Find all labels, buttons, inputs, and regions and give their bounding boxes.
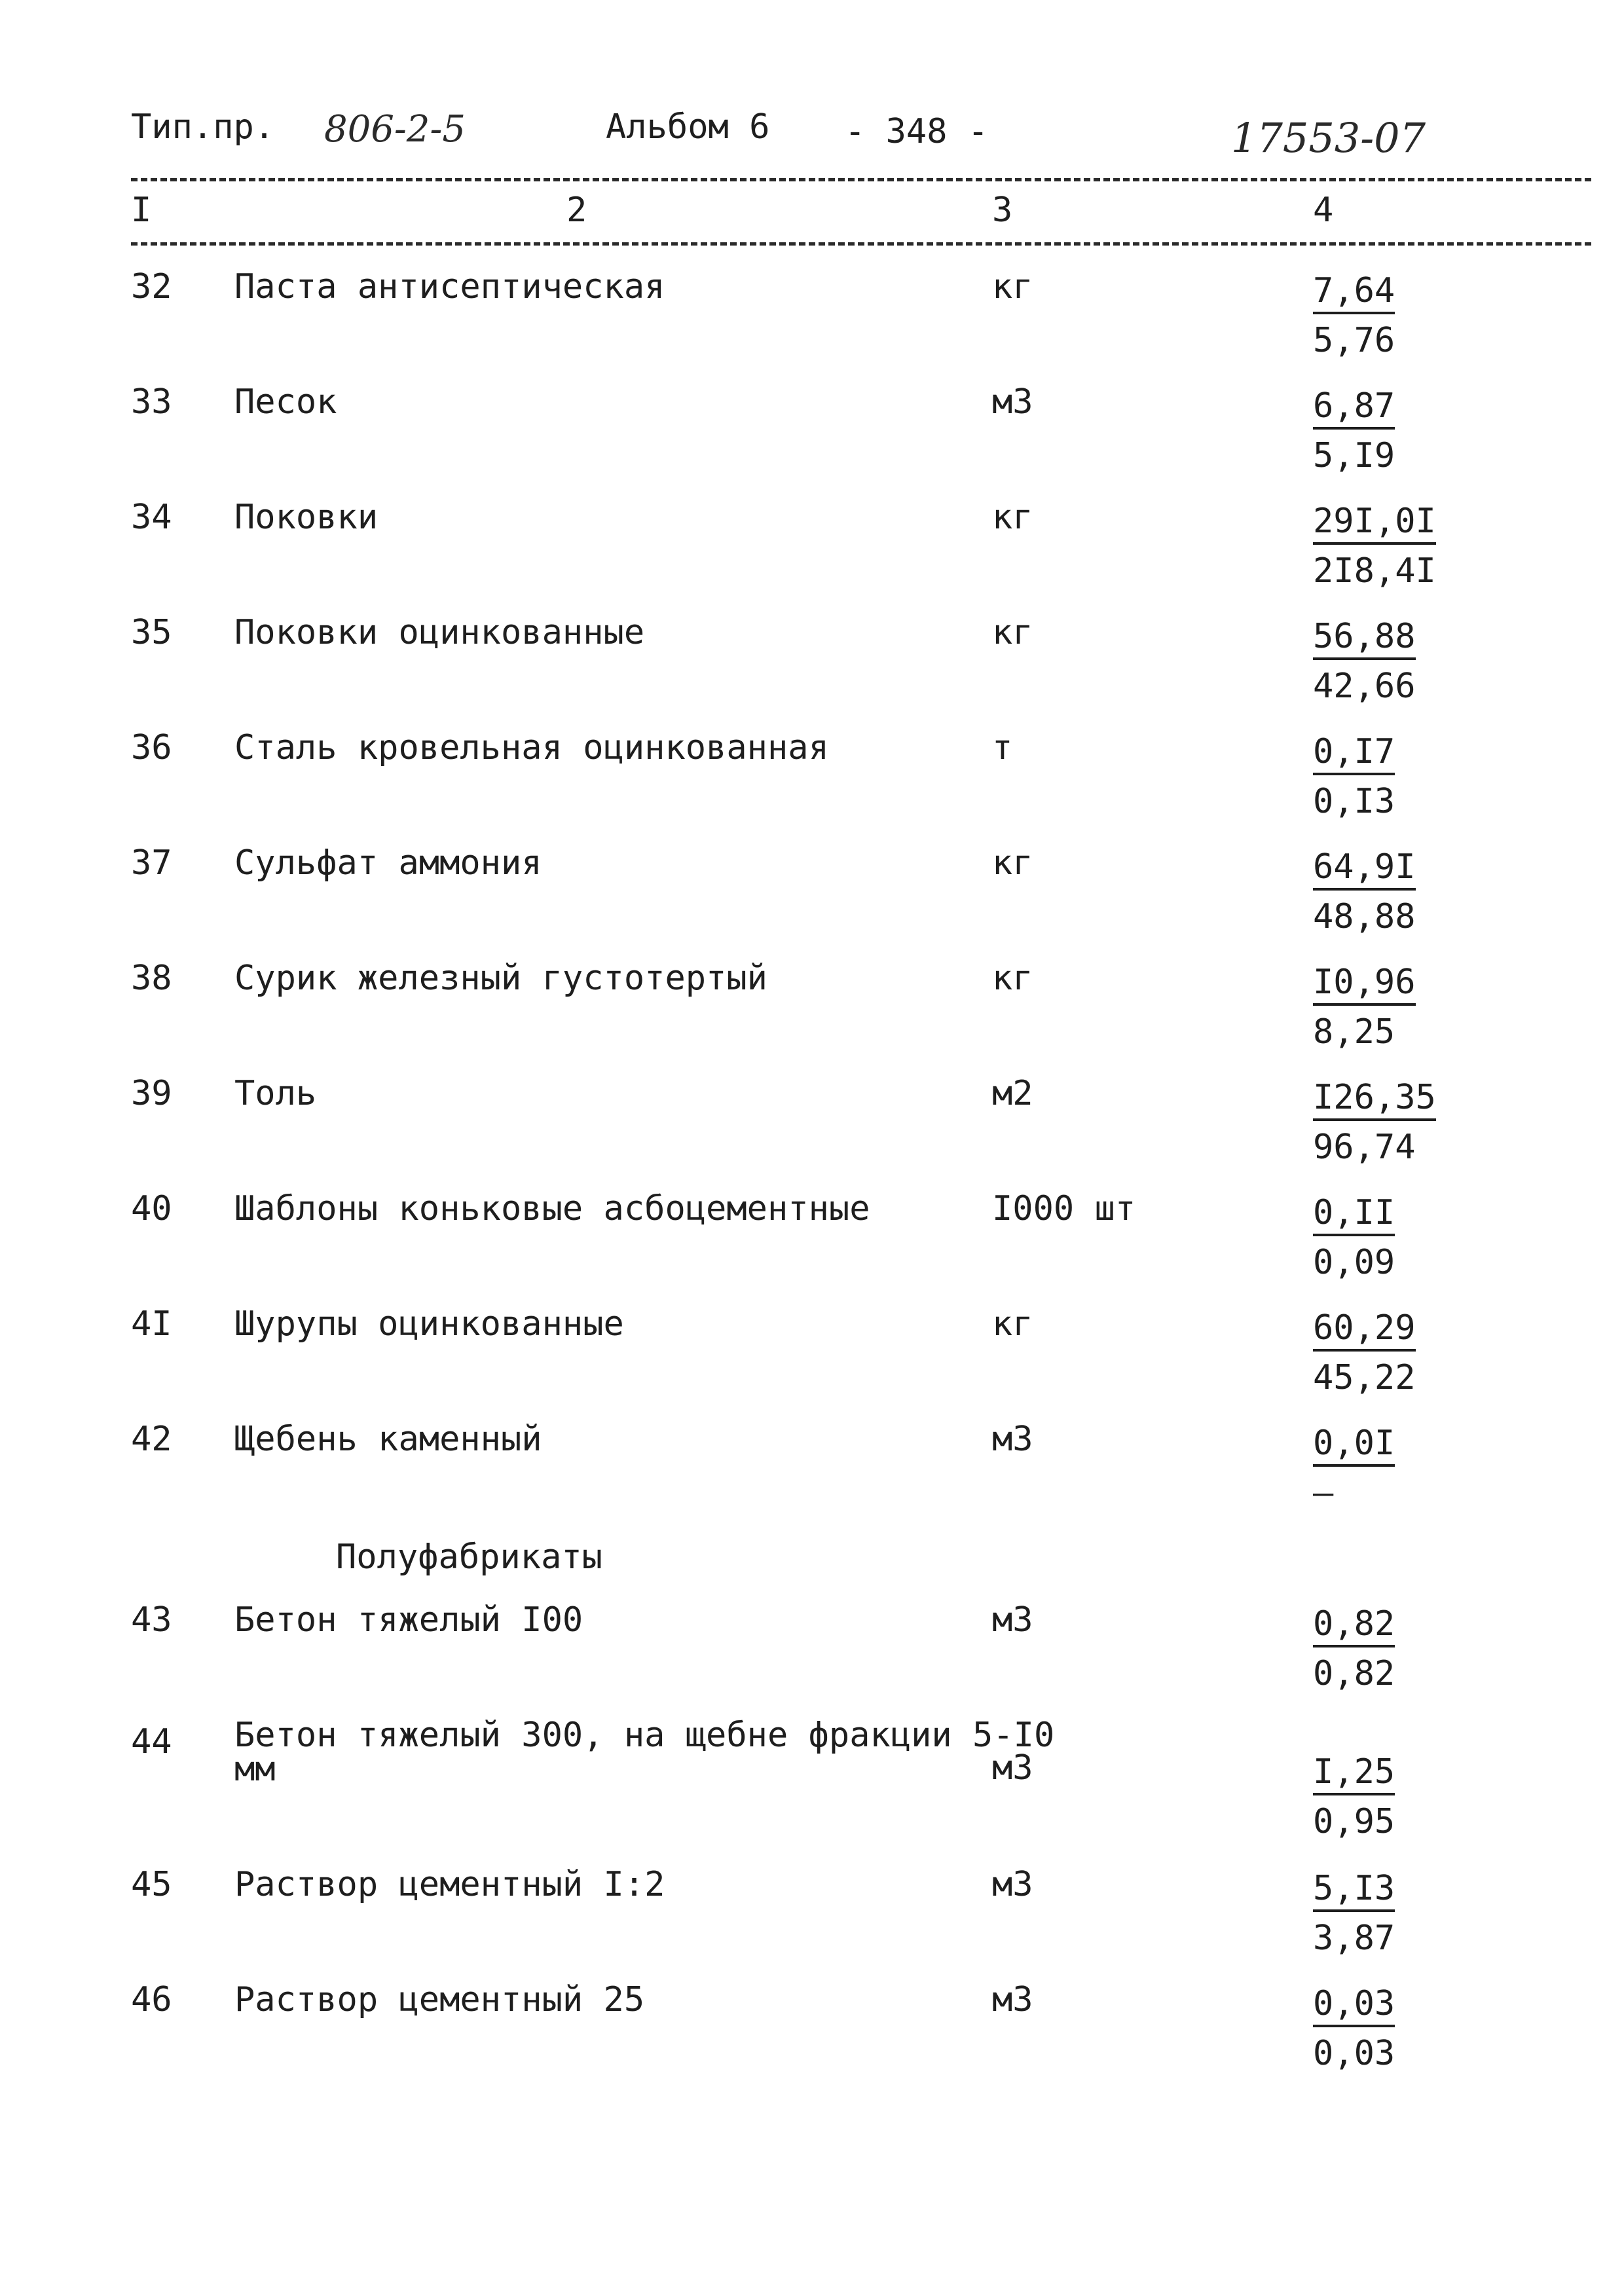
quantity-total: 6,87 bbox=[1313, 389, 1395, 430]
row-quantity bbox=[1313, 732, 1395, 821]
row-material: Шурупы оцинкованные bbox=[234, 1304, 624, 1344]
row-quantity bbox=[1313, 1869, 1395, 1958]
header-album: Альбом 6 bbox=[606, 107, 770, 147]
quantity-part: – bbox=[1313, 1473, 1334, 1513]
quantity-total: I26,35 bbox=[1313, 1080, 1436, 1121]
column-header-3: 3 bbox=[992, 191, 1013, 230]
header-rule-bottom bbox=[131, 242, 1591, 246]
quantity-part: 42,66 bbox=[1313, 667, 1416, 706]
row-material: Сталь кровельная оцинкованная bbox=[234, 728, 829, 767]
row-quantity bbox=[1313, 1193, 1395, 1282]
row-number: 46 bbox=[131, 1980, 172, 2019]
quantity-total: 29I,0I bbox=[1313, 504, 1436, 545]
row-number: 36 bbox=[131, 728, 172, 767]
row-number: 33 bbox=[131, 382, 172, 422]
row-quantity bbox=[1313, 963, 1416, 1052]
quantity-part: 48,88 bbox=[1313, 897, 1416, 936]
row-unit: м3 bbox=[992, 1600, 1033, 1640]
row-quantity bbox=[1313, 502, 1436, 591]
row-material: Поковки bbox=[234, 498, 378, 537]
quantity-part: 8,25 bbox=[1313, 1012, 1395, 1052]
header-doc-number: 17553-07 bbox=[1231, 114, 1426, 162]
section-heading: Полуфабрикаты bbox=[336, 1537, 602, 1577]
column-header-4: 4 bbox=[1313, 191, 1334, 230]
row-unit: кг bbox=[992, 1304, 1033, 1344]
quantity-total: I0,96 bbox=[1313, 965, 1416, 1006]
row-number: 37 bbox=[131, 843, 172, 883]
row-number: 35 bbox=[131, 613, 172, 652]
quantity-total: 5,I3 bbox=[1313, 1871, 1395, 1912]
row-material: Паста антисептическая bbox=[234, 267, 665, 306]
row-number: 32 bbox=[131, 267, 172, 306]
row-number: 43 bbox=[131, 1600, 172, 1640]
quantity-total: 0,I7 bbox=[1313, 735, 1395, 775]
row-number: 38 bbox=[131, 959, 172, 998]
quantity-total: 0,03 bbox=[1313, 1987, 1395, 2027]
row-quantity bbox=[1313, 1752, 1395, 1841]
row-material: Шаблоны коньковые асбоцементные bbox=[234, 1189, 870, 1228]
row-quantity bbox=[1313, 271, 1395, 360]
column-header-1: I bbox=[131, 191, 152, 230]
row-material: Сульфат аммония bbox=[234, 843, 542, 883]
header-project-code: 806-2-5 bbox=[324, 108, 466, 151]
row-unit: м2 bbox=[992, 1074, 1033, 1113]
row-quantity bbox=[1313, 386, 1395, 475]
quantity-total: 0,82 bbox=[1313, 1607, 1395, 1647]
quantity-part: 0,82 bbox=[1313, 1654, 1395, 1693]
row-material: Бетон тяжелый 300, на щебне фракции 5-I0 мм bbox=[234, 1716, 1055, 1789]
header-prefix: Тип.пр. bbox=[131, 107, 275, 147]
row-material: Толь bbox=[234, 1074, 317, 1113]
row-material: Поковки оцинкованные bbox=[234, 613, 645, 652]
row-number: 40 bbox=[131, 1189, 172, 1228]
quantity-part: 0,I3 bbox=[1313, 782, 1395, 821]
quantity-total: 60,29 bbox=[1313, 1311, 1416, 1352]
quantity-part: 5,I9 bbox=[1313, 436, 1395, 475]
row-quantity bbox=[1313, 847, 1416, 936]
row-quantity bbox=[1313, 1984, 1395, 2073]
row-unit: кг bbox=[992, 843, 1033, 883]
row-unit: I000 шт bbox=[992, 1189, 1136, 1228]
quantity-part: 5,76 bbox=[1313, 321, 1395, 360]
header-rule-top bbox=[131, 178, 1591, 181]
row-number: 42 bbox=[131, 1420, 172, 1459]
row-unit: м3 bbox=[992, 1748, 1033, 1788]
column-header-2: 2 bbox=[566, 191, 587, 230]
row-number: 45 bbox=[131, 1865, 172, 1904]
row-unit: м3 bbox=[992, 382, 1033, 422]
quantity-part: 45,22 bbox=[1313, 1358, 1416, 1397]
quantity-part: 96,74 bbox=[1313, 1128, 1416, 1167]
row-quantity bbox=[1313, 617, 1416, 706]
quantity-total: I,25 bbox=[1313, 1755, 1395, 1795]
row-unit: кг bbox=[992, 613, 1033, 652]
quantity-part: 2I8,4I bbox=[1313, 551, 1436, 591]
row-material: Раствор цементный I:2 bbox=[234, 1865, 665, 1904]
row-unit: м3 bbox=[992, 1865, 1033, 1904]
header-page-number: - 348 - bbox=[845, 112, 989, 151]
quantity-part: 0,95 bbox=[1313, 1802, 1395, 1841]
row-material: Бетон тяжелый I00 bbox=[234, 1600, 583, 1640]
row-unit: т bbox=[992, 728, 1013, 767]
quantity-total: 0,II bbox=[1313, 1196, 1395, 1236]
row-unit: м3 bbox=[992, 1980, 1033, 2019]
row-quantity bbox=[1313, 1424, 1395, 1513]
quantity-part: 3,87 bbox=[1313, 1919, 1395, 1958]
row-material: Песок bbox=[234, 382, 337, 422]
row-unit: кг bbox=[992, 498, 1033, 537]
quantity-total: 7,64 bbox=[1313, 274, 1395, 314]
quantity-total: 0,0I bbox=[1313, 1426, 1395, 1467]
row-material: Раствор цементный 25 bbox=[234, 1980, 645, 2019]
row-unit: кг bbox=[992, 267, 1033, 306]
row-number: 34 bbox=[131, 498, 172, 537]
row-number: 4I bbox=[131, 1304, 172, 1344]
quantity-part: 0,09 bbox=[1313, 1243, 1395, 1282]
quantity-total: 56,88 bbox=[1313, 619, 1416, 660]
row-material: Сурик железный густотертый bbox=[234, 959, 767, 998]
row-number: 39 bbox=[131, 1074, 172, 1113]
row-unit: м3 bbox=[992, 1420, 1033, 1459]
row-quantity bbox=[1313, 1308, 1416, 1397]
row-material: Щебень каменный bbox=[234, 1420, 542, 1459]
row-quantity bbox=[1313, 1604, 1395, 1693]
row-unit: кг bbox=[992, 959, 1033, 998]
quantity-part: 0,03 bbox=[1313, 2034, 1395, 2073]
row-quantity bbox=[1313, 1078, 1436, 1167]
row-number: 44 bbox=[131, 1722, 172, 1761]
quantity-total: 64,9I bbox=[1313, 850, 1416, 891]
